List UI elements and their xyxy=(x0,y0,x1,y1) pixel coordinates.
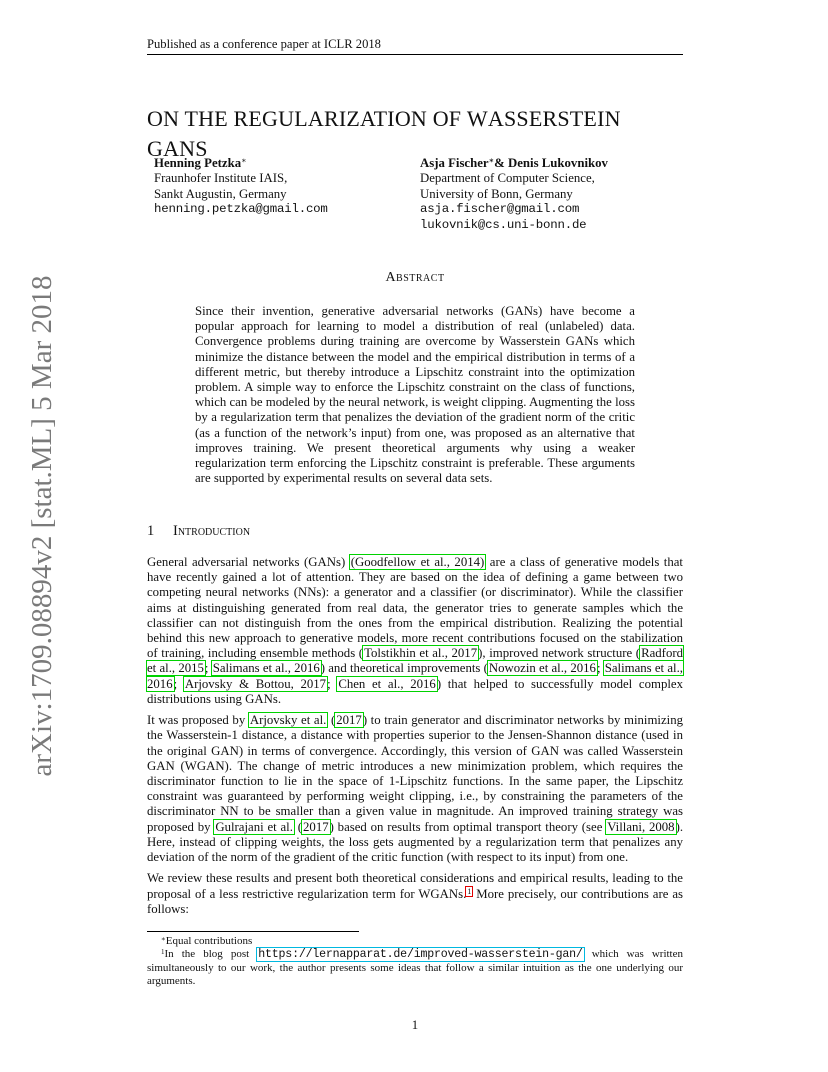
citation-link[interactable]: Arjovsky et al. xyxy=(249,713,327,728)
citation-link[interactable]: Salimans et al., 2016 xyxy=(147,661,683,691)
paragraph: We review these results and present both theoretical considerations and empirical results, leading to the proposal of a less restrictive regularization term for WGANs.$^1$ More precisely, our contributions are as follows: xyxy=(147,871,684,916)
paper-title xyxy=(147,104,683,164)
equal-contribution-mark: ∗ xyxy=(488,156,495,165)
citation-link[interactable]: 2017 xyxy=(336,713,362,728)
citation-link[interactable]: Arjovsky & Bottou, 2017 xyxy=(184,676,327,691)
section-number: 1 xyxy=(147,523,155,539)
blog-url-link[interactable]: https://lernapparat.de/improved-wasserstein-gan/ xyxy=(258,948,583,962)
citation-link[interactable]: Chen et al., 2016 xyxy=(338,676,436,691)
title-initial-2: W xyxy=(466,106,488,131)
page-number: 1 xyxy=(411,1018,419,1032)
title-rest-2: ASSERSTEIN xyxy=(487,106,621,131)
author-email[interactable]: asja.fischer@gmail.com xyxy=(420,202,580,217)
citation-link[interactable]: Villani, 2008 xyxy=(607,819,675,834)
author-name: & Denis Lukovnikov xyxy=(494,156,608,170)
citation-link[interactable]: Radford et al., 2015 xyxy=(147,646,683,676)
footnote-mark: ∗ xyxy=(161,935,166,943)
affiliation-location: Sankt Augustin, Germany xyxy=(154,186,287,201)
citation-link[interactable]: Gulrajani et al. xyxy=(215,819,293,834)
author-block-left xyxy=(154,156,394,218)
title-gan: GAN xyxy=(147,136,196,161)
section-heading xyxy=(147,523,683,540)
paragraph: General adversarial networks (GANs) (Goodfellow et al., 2014) are a class of generative models that have recently gained a lot of attention. They are based on the idea of defining a game between two competing neural networks (NNs): a generator and a classifier (or discriminator). While the classifier aims at distinguishing generated from real data, the generator tries to generate samples which the classifier can not distinguish from the ones from the empirical distribution. Realizing the potential behind this new approach to generative models, more recent contributions focused on the stabilization of training, including ensemble methods (Tolstikhin et al., 2017), improved network structure (Radford et al., 2015; Salimans et al., 2016) and theoretical improvements (Nowozin et al., 2016; Salimans et al., 2016; Arjovsky & Bottou, 2017; Chen et al., 2016) that helped to successfully model complex distributions using GANs. xyxy=(147,555,683,706)
section-title: Introduction xyxy=(173,523,251,539)
introduction-body xyxy=(147,555,683,923)
title-gan-tail: S xyxy=(195,136,208,161)
header-rule xyxy=(147,54,683,55)
equal-contribution-mark: ∗ xyxy=(241,156,247,165)
author-name: Asja Fischer xyxy=(420,156,489,170)
footnote-rule xyxy=(147,931,359,932)
footnotes xyxy=(147,935,683,989)
author-block-right xyxy=(420,156,670,233)
author-email[interactable]: henning.petzka@gmail.com xyxy=(154,202,328,217)
citation-link[interactable]: Salimans et al., 2016 xyxy=(212,661,320,676)
affiliation: Fraunhofer Institute IAIS, xyxy=(154,171,288,186)
footnote-link[interactable]: 1 xyxy=(467,886,472,896)
title-rest-1: N THE REGULARIZATION OF xyxy=(163,106,467,131)
author-name: Henning Petzka xyxy=(154,156,242,170)
author-email[interactable]: lukovnik@cs.uni-bonn.de xyxy=(420,217,587,232)
citation-link[interactable]: 2017 xyxy=(303,819,329,834)
running-header: Published as a conference paper at ICLR 2018 xyxy=(147,37,381,51)
title-initial-1: O xyxy=(147,106,164,131)
arxiv-identifier: arXiv:1709.08894v2 [stat.ML] 5 Mar 2018 xyxy=(26,275,58,777)
affiliation-location: University of Bonn, Germany xyxy=(420,186,573,201)
abstract-heading: Abstract xyxy=(385,270,445,285)
affiliation: Department of Computer Science, xyxy=(420,171,595,186)
paragraph: It was proposed by Arjovsky et al. (2017) to train generator and discriminator networks by minimizing the Wasserstein-1 distance, a distance with properties superior to the Jensen-Shannon distance (used in the original GAN) in terms of convergence. Accordingly, this version of GAN was called Wasserstein GAN (WGAN). The change of metric introduces a new minimization problem, which requires the discriminator function to lie in the space of 1-Lipschitz functions. In the same paper, the Lipschitz constraint was guaranteed by performing weight clipping, i.e., by constraining the parameters of the discriminator NN to be smaller than a given value in magnitude. An improved training strategy was proposed by Gulrajani et al. (2017) based on results from optimal transport theory (see Villani, 2008). Here, instead of clipping weights, the loss gets augmented by a regularization term that penalizes any deviation of the norm of the gradient of the critic function (with respect to its input) from one. xyxy=(147,713,684,865)
footnote-mark: 1 xyxy=(161,948,165,957)
citation-link[interactable]: Nowozin et al., 2016 xyxy=(488,661,596,676)
abstract-text: Since their invention, generative adversarial networks (GANs) have become a popular approach for learning to model a distribution of real (unlabeled) data. Convergence problems during training are overcome by Wasserstein GANs which minimize the distance between the model and the empirical distribution in terms of a different metric, but thereby introduce a Lipschitz constraint into the optimization problem. A simple way to enforce the Lipschitz constraint on the class of functions, which can be modeled by the neural network, is weight clipping. Augmenting the loss by a regularization term that penalizes the deviation of the gradient norm of the critic (as a function of the network’s input) from one, was proposed as an alternative that improves training. We present theoretical arguments why using a weaker regularization term enforcing the Lipschitz constraint is preferable. These arguments are supported by experimental results on several data sets. xyxy=(195,304,635,486)
citation-link[interactable]: (Goodfellow et al., 2014) xyxy=(350,555,485,569)
footnote-1: ∗Equal contributions xyxy=(161,935,253,947)
citation-link[interactable]: Tolstikhin et al., 2017 xyxy=(364,646,478,661)
footnote-2: $^1$In the blog post https://lernapparat.de/improved-wasserstein-gan/ which was written simultaneously to our work, the author presents some ideas that follow a similar intuition as the one underlying our arguments. xyxy=(147,948,683,988)
